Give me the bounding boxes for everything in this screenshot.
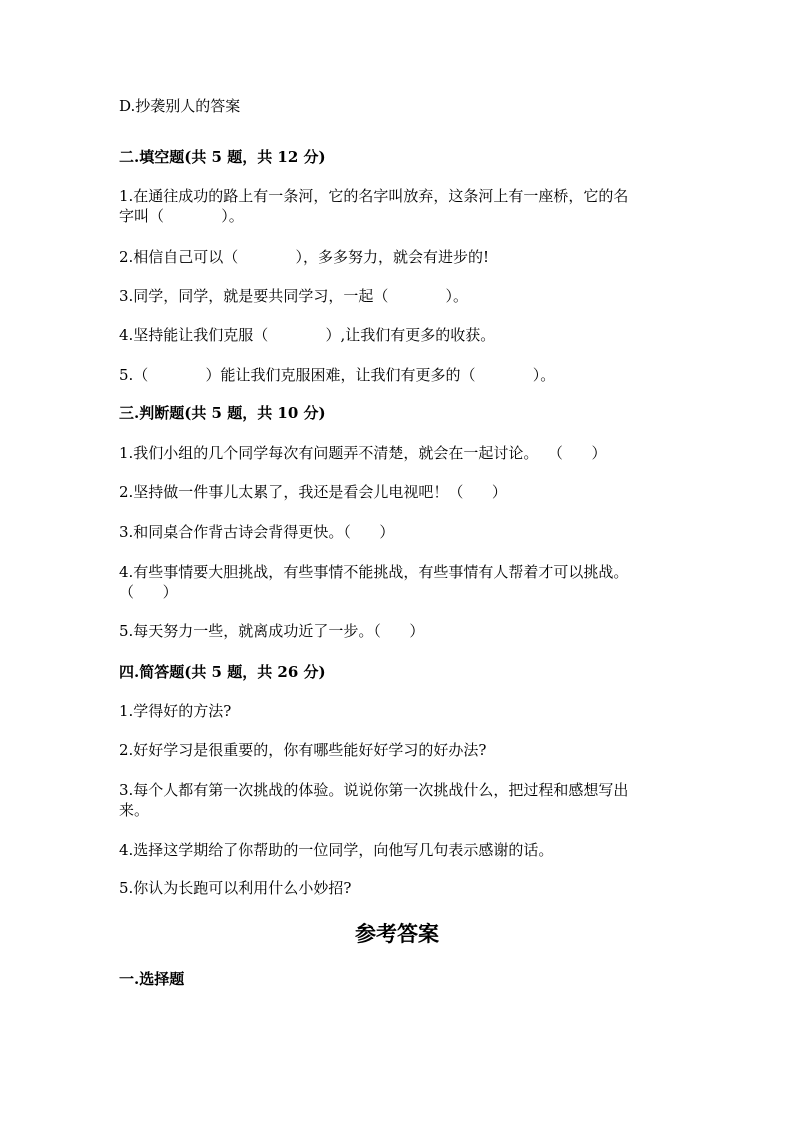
judge-q1: 1.我们小组的几个同学每次有问题弄不清楚，就会在一起讨论。 （ ）: [119, 444, 607, 462]
short-q4: 4.选择这学期给了你帮助的一位同学，向他写几句表示感谢的话。: [119, 841, 554, 859]
fill-q3: 3.同学，同学，就是要共同学习，一起（ ）。: [119, 287, 469, 305]
fill-q4: 4.坚持能让我们克服（ ）,让我们有更多的收获。: [119, 326, 496, 344]
judge-q4-line1: 4.有些事情要大胆挑战，有些事情不能挑战，有些事情有人帮着才可以挑战。: [119, 563, 629, 581]
section3-heading: 三.判断题(共 5 题，共 10 分): [119, 404, 326, 422]
short-q3-line1: 3.每个人都有第一次挑战的体验。说说你第一次挑战什么，把过程和感想写出: [119, 781, 629, 799]
section4-heading: 四.简答题(共 5 题，共 26 分): [119, 663, 326, 681]
short-q3-line2: 来。: [119, 801, 150, 819]
judge-q3: 3.和同桌合作背古诗会背得更快。（ ）: [119, 523, 395, 541]
judge-q4-line2: （ ）: [119, 583, 178, 601]
fill-q2: 2.相信自己可以（ ），多多努力，就会有进步的!: [119, 248, 490, 266]
fill-q5: 5.（ ）能让我们克服困难，让我们有更多的（ ）。: [119, 366, 556, 384]
fill-q1-line2: 字叫（ ）。: [119, 207, 244, 225]
section2-heading: 二.填空题(共 5 题，共 12 分): [119, 148, 326, 166]
option-d: D.抄袭别人的答案: [119, 97, 241, 115]
answers-title: 参考答案: [355, 921, 439, 946]
judge-q2: 2.坚持做一件事儿太累了，我还是看会儿电视吧！（ ）: [119, 483, 507, 501]
short-q1: 1.学得好的方法?: [119, 702, 232, 720]
judge-q5: 5.每天努力一些，就离成功近了一步。（ ）: [119, 622, 425, 640]
short-q5: 5.你认为长跑可以利用什么小妙招?: [119, 879, 352, 897]
answers-section1-heading: 一.选择题: [119, 970, 185, 988]
fill-q1-line1: 1.在通往成功的路上有一条河，它的名字叫放弃，这条河上有一座桥，它的名: [119, 187, 629, 205]
short-q2: 2.好好学习是很重要的，你有哪些能好好学习的好办法?: [119, 741, 487, 759]
